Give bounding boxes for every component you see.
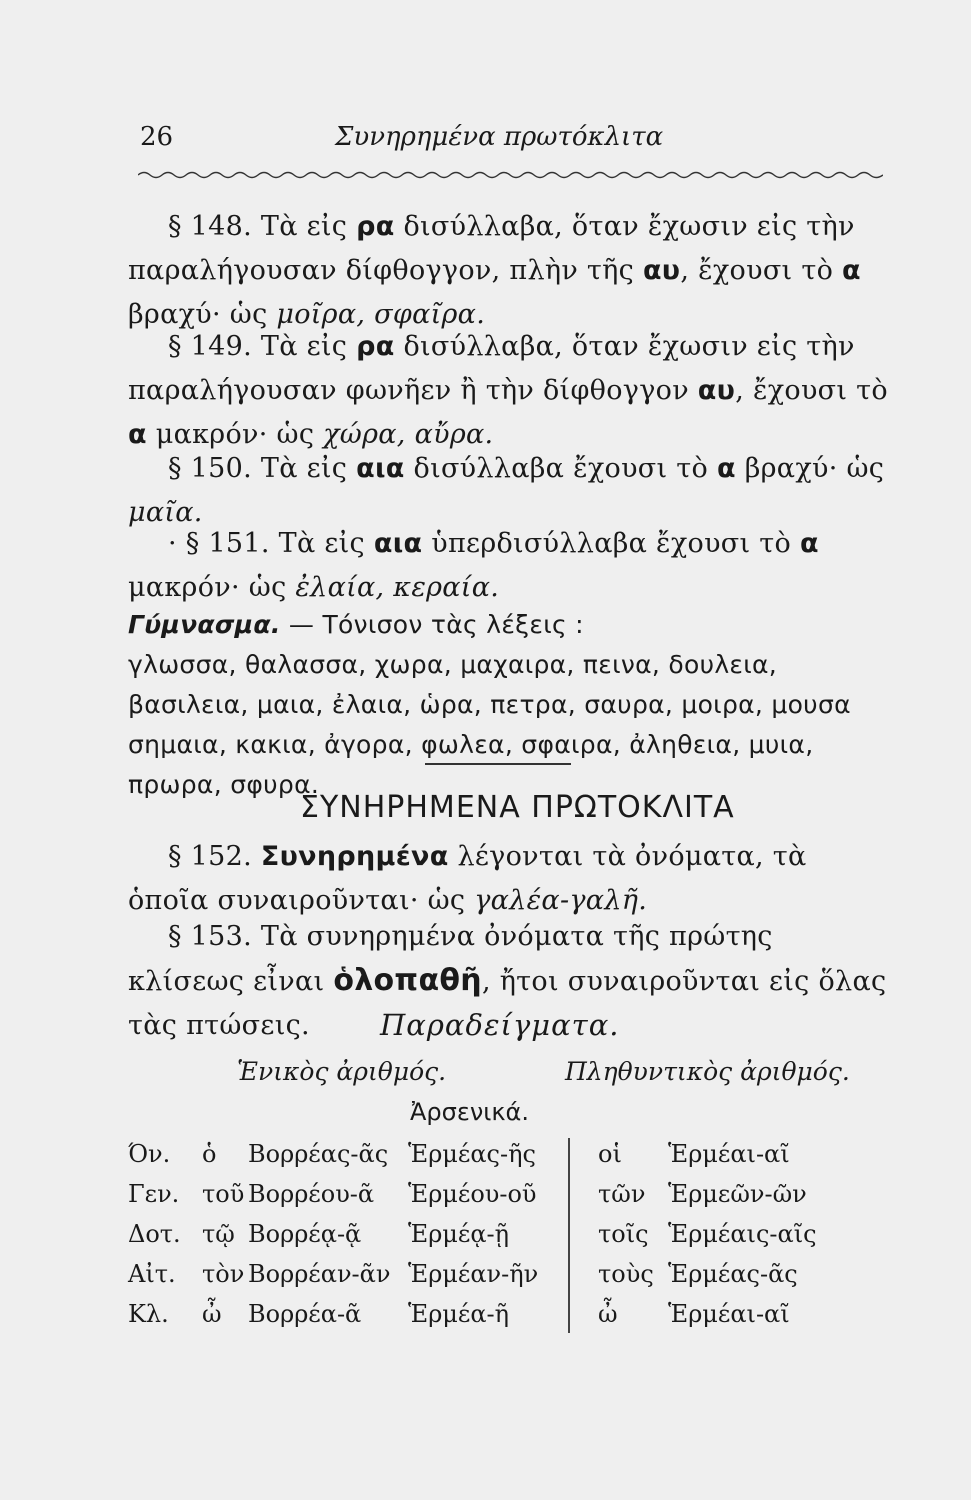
plural-article: ὦ [598, 1300, 618, 1328]
paragraph-152 [128, 835, 888, 923]
paragraph-149 [128, 325, 888, 457]
word-hermeas-singular: Ἑρμέᾳ-ῇ [408, 1220, 510, 1248]
bold-vowel: α [842, 255, 861, 286]
case-label: Δοτ. [128, 1220, 181, 1248]
text: , ἔχουσι τὸ [735, 375, 888, 406]
bold-term: Συνηρημένα [260, 841, 449, 872]
text: , ἔχουσι τὸ [680, 255, 843, 286]
text: δισύλλαβα, ὅταν ἔχωσιν εἰς τὴν παραλήγουσαν δίφθογγον, πλὴν τῆς [128, 211, 855, 286]
text: , ἤτοι συναιροῦνται εἰς ὅλας τὰς πτώσεις. [128, 966, 887, 1041]
section-separator [425, 763, 571, 765]
bold-ending: αια [373, 528, 423, 559]
page-number: 26 [140, 122, 174, 152]
text: βραχύ· ὡς [735, 453, 885, 484]
paragraph-number: § 153. [168, 921, 252, 952]
bold-vowel: α [799, 528, 819, 559]
text: μακρόν· ὡς [146, 419, 324, 450]
word-borreas: Βορρέα-ᾶ [248, 1300, 362, 1328]
word-borreas: Βορρέαν-ᾶν [248, 1260, 391, 1288]
text: Τὰ συνηρημένα ὀνόματα τῆς πρώτης κλίσεως εἶναι [128, 921, 773, 997]
word-hermeas-singular: Ἑρμέαν-ῆν [408, 1260, 539, 1288]
case-label: Όν. [128, 1140, 171, 1168]
header-wavy-rule [138, 170, 883, 180]
text: ὑπερδισύλλαβα ἔχουσι τὸ [422, 528, 800, 559]
text: δισύλλαβα ἔχουσι τὸ [404, 453, 717, 484]
word-hermeas-singular: Ἑρμέα-ῆ [408, 1300, 510, 1328]
word-hermeas-plural: Ἑρμέαι-αῖ [668, 1140, 790, 1168]
exercise [128, 605, 888, 805]
word-hermeas-plural: Ἑρμέαις-αῖς [668, 1220, 817, 1248]
bold-vowel: α [716, 453, 736, 484]
paragraph-number: § 148. [168, 211, 252, 242]
exercise-label: Γύμνασμα. [128, 610, 281, 639]
text: βραχύ· ὡς [128, 299, 277, 330]
gender-heading: Ἀρσενικά. [410, 1098, 529, 1126]
word-borreas: Βορρέου-ᾶ [248, 1180, 375, 1208]
article: τὸν [202, 1260, 245, 1288]
example-words: ἐλαία, κεραία. [295, 572, 500, 603]
example-words: μοῖρα, σφαῖρα. [276, 299, 486, 330]
text: Τὰ εἰς [260, 453, 357, 484]
bold-ending: ρα [356, 331, 395, 362]
paragraph-148 [128, 205, 888, 337]
example-words: χώρα, αὔρα. [323, 419, 494, 450]
plural-article: τοῖς [598, 1220, 649, 1248]
case-label: Κλ. [128, 1300, 169, 1328]
paragraph-number: § 149. [168, 331, 252, 362]
word-borreas: Βορρέας-ᾶς [248, 1140, 389, 1168]
section-heading: ΣΥΝΗΡΗΜΕΝΑ ΠΡΩΤΟΚΛΙΤΑ [300, 790, 735, 825]
text: μακρόν· ὡς [128, 572, 296, 603]
table-row [128, 1300, 888, 1340]
plural-heading: Πληθυντικὸς ἀριθμός. [565, 1057, 850, 1086]
paragraph-number: · § 151. [168, 528, 270, 559]
plural-article: τοὺς [598, 1260, 654, 1288]
paragraph-151 [128, 522, 888, 610]
running-title: Συνηρημένα πρωτόκλιτα [335, 122, 664, 152]
table-row [128, 1260, 888, 1300]
paragraph-number: § 150. [168, 453, 252, 484]
bold-term: ὁλοπαθῆ [333, 963, 482, 998]
word-hermeas-singular: Ἑρμέας-ῆς [408, 1140, 536, 1168]
bold-ending: αια [356, 453, 405, 484]
article: ὁ [202, 1140, 217, 1168]
article: τοῦ [202, 1180, 245, 1208]
word-hermeas-plural: Ἑρμεῶν-ῶν [668, 1180, 807, 1208]
table-row [128, 1140, 888, 1180]
word-hermeas-plural: Ἑρμέαι-αῖ [668, 1300, 790, 1328]
bold-diphthong: αυ [642, 255, 681, 286]
bold-ending: ρα [356, 211, 395, 242]
table-row [128, 1180, 888, 1220]
page-header [140, 122, 900, 172]
article: ὦ [202, 1300, 222, 1328]
singular-heading: Ἑνικὸς ἀριθμός. [237, 1057, 447, 1086]
plural-article: οἱ [598, 1140, 622, 1168]
example-words: μαῖα. [128, 497, 203, 528]
bold-diphthong: αυ [697, 375, 736, 406]
bold-vowel: α [128, 419, 147, 450]
text: λέγονται τὰ ὀνόματα, τὰ ὁποῖα συναιροῦνται· ὡς [128, 841, 807, 916]
text: Τὰ εἰς [260, 331, 357, 362]
case-label: Αἰτ. [128, 1260, 176, 1288]
text: Τὰ εἰς [278, 528, 374, 559]
word-hermeas-plural: Ἑρμέας-ᾶς [668, 1260, 798, 1288]
plural-article: τῶν [598, 1180, 646, 1208]
text: δισύλλαβα, ὅταν ἔχωσιν εἰς τὴν παραλήγουσαν φωνῆεν ἢ τὴν δίφθογγον [128, 331, 855, 406]
paragraph-number: § 152. [168, 841, 252, 872]
article: τῷ [202, 1220, 235, 1248]
text: Τὰ εἰς [260, 211, 357, 242]
exercise-words: γλωσσα, θαλασσα, χωρα, μαχαιρα, πεινα, δουλεια, βασιλεια, μαια, ἐλαια, ὡρα, πετρα, σαυρα, μοιρα, μουσα σημαια, κακια, ἀγορα, φωλεα, σφαιρα, ἀληθεια, μυια, πρωρα, σφυρα. [128, 650, 851, 799]
table-row [128, 1220, 888, 1260]
examples-heading: Παραδείγματα. [380, 1008, 620, 1042]
exercise-instruction: — Τόνισον τὰς λέξεις : [280, 610, 584, 639]
word-borreas: Βορρέᾳ-ᾷ [248, 1220, 362, 1248]
word-hermeas-singular: Ἑρμέου-οῦ [408, 1180, 537, 1208]
case-label: Γεν. [128, 1180, 180, 1208]
example-words: γαλέα-γαλῆ. [474, 885, 648, 916]
